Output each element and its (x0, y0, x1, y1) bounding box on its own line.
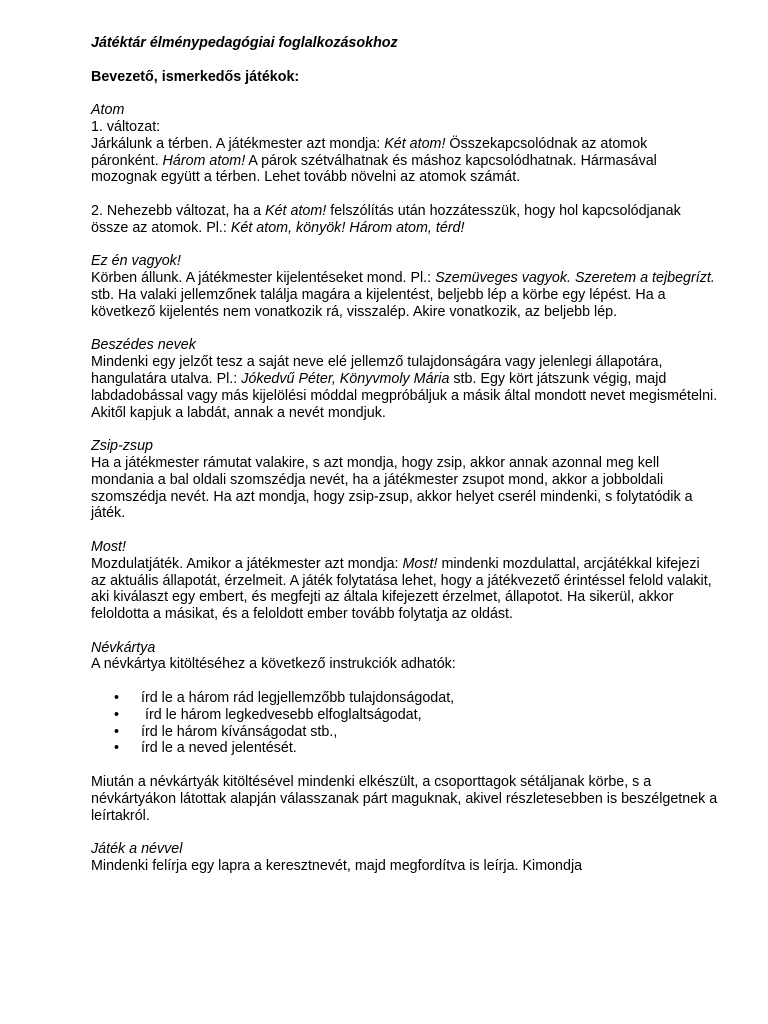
bullet-icon: • (114, 690, 120, 707)
list-item (91, 690, 718, 707)
text-run-italic: Három atom! (162, 152, 246, 169)
nevkartya-intro: A névkártya kitöltéséhez a következő instrukciók adhatók: (91, 656, 456, 673)
text-run-italic: Két atom! (384, 135, 446, 152)
nevkartya-instruction-list (91, 690, 718, 757)
game-heading-jatek-a-nevvel: Játék a névvel (91, 841, 183, 858)
game-heading-beszedes-nevek: Beszédes nevek (91, 337, 196, 354)
text-run: Járkálunk a térben. A játékmester azt mondja: (91, 135, 385, 152)
text-run: Mindenki egy jelzőt tesz a saját neve elé jellemző tulajdonságára vagy jelenlegi állapotára, hangulatára utalva. Pl.: (91, 354, 663, 387)
text-run-italic: Két atom, könyök! Három atom, térd! (230, 219, 465, 236)
list-item-text: írd le három kívánságodat stb., (141, 723, 338, 740)
jatek-a-nevvel-text: Mindenki felírja egy lapra a keresztnevét, majd megfordítva is leírja. Kimondja (91, 858, 583, 875)
text-run-italic: Két atom! (265, 202, 327, 219)
zsip-zsup-text: Ha a játékmester rámutat valakire, s azt mondja, hogy zsip, akkor annak azonnal meg kell mondania a bal oldali szomszédja nevét, ha a játékmester zsupot mond, akkor a jobboldali szomszédja nevét. Ha azt mondja, hogy zsip-zsup, akkor helyet cserél mindenki, s folytatódik a játék. (91, 454, 693, 522)
game-heading-most: Most! (91, 538, 126, 555)
game-heading-zsip-zsup: Zsip-zsup (91, 438, 153, 455)
text-run: Körben állunk. A játékmester kijelentéseket mond. Pl.: (91, 270, 436, 287)
document-title: Játéktár élménypedagógiai foglalkozásokhoz (91, 35, 398, 51)
section-intro-heading: Bevezető, ismerkedős játékok: (91, 68, 300, 85)
atom-variant-2-text (91, 203, 718, 237)
atom-variant-1-label: 1. változat: (91, 118, 161, 135)
text-run: Összekapcsolódnak az atomok páronként. (91, 135, 648, 169)
game-heading-ez-en-vagyok: Ez én vagyok! (91, 253, 181, 270)
bullet-icon: • (114, 706, 120, 723)
text-run: 2. Nehezebb változat, ha a (91, 202, 266, 219)
list-item (91, 707, 718, 724)
ez-en-vagyok-text (91, 270, 718, 320)
list-item (91, 724, 718, 741)
beszedes-nevek-text (91, 354, 718, 421)
most-text (91, 556, 718, 623)
game-heading-nevkartya: Névkártya (91, 639, 156, 656)
text-run: stb. Egy kört játszunk végig, majd labdadobással vagy más kijelölési móddal megpróbáljuk a másik által mondott nevet megismételni. Akitől kapjuk a labdát, annak a nevét mondjuk. (91, 370, 718, 421)
nevkartya-after-text: Miután a névkártyák kitöltésével mindenki elkészült, a csoporttagok sétáljanak körbe, s a névkártyákon látottak alapján válasszanak párt maguknak, akivel részletesebben is beszélgetnek a leírtakról. (91, 774, 718, 824)
text-run-italic: Szemüveges vagyok. Szeretem a tejbegrízt. (435, 270, 715, 287)
bullet-icon: • (114, 740, 120, 757)
list-item-text: írd le három legkedvesebb elfoglaltságodat, (141, 706, 422, 723)
bullet-icon: • (114, 723, 120, 740)
text-run-italic: Jókedvű Péter, Könyvmoly Mária (241, 370, 450, 387)
text-run: stb. Ha valaki jellemzőnek találja magára a kijelentést, beljebb lép a körbe egy lépést. Ha a következő kijelentés nem vonatkozik rá, visszalép. Akire vonatkozik, az beljebb lép. (91, 286, 666, 320)
list-item-text: írd le a neved jelentését. (141, 740, 297, 757)
game-heading-atom: Atom (91, 102, 125, 119)
text-run-italic: Most! (402, 555, 438, 572)
list-item-text: írd le a három rád legjellemzőbb tulajdonságodat, (141, 690, 455, 707)
list-item (91, 740, 718, 757)
text-run: mindenki mozdulattal, arcjátékkal kifejezi az aktuális állapotát, érzelmeit. A játék folytatása lehet, hogy a játékvezető érintéssel felold valakit, aki kiválaszt egy embert, és megfejti az általa kifejezett érzelmet, állapotot. Ha sikerül, akkor feloldotta a másikat, és a feloldott ember tovább folytatja az oldást. (91, 555, 712, 623)
text-run: felszólítás után hozzátesszük, hogy hol kapcsolódjanak össze az atomok. Pl.: (91, 202, 681, 236)
text-run: Mozdulatjáték. Amikor a játékmester azt mondja: (91, 555, 403, 572)
text-run: A párok szétválhatnak és máshoz kapcsolódhatnak. Hármasával mozognak együtt a térben. Lehet tovább növelni az atomok számát. (91, 152, 657, 186)
atom-variant-1-text (91, 136, 718, 186)
